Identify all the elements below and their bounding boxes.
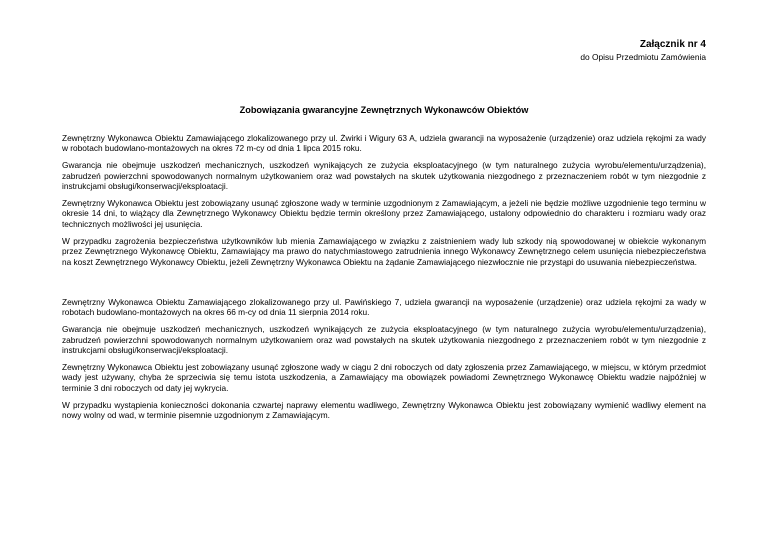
warranty-section-zwirki-i-wigury [62,133,706,267]
paragraph: Zewnętrzny Wykonawca Obiektu jest zobowiązany usunąć zgłoszone wady w ciągu 2 dni roboczych od daty zgłoszenia przez Zamawiającego, w miejscu, w którym przedmiot wady jest używany, chyba że sprzeciwia się temu istota uszkodzenia, a Zamawiający ma obowiązek powiadomi Zewnętrznego Wykonawcę Obiektu wadzie najpóźniej w terminie 3 dni roboczych od daty jej wykrycia. [62,362,706,393]
annex-subtitle: do Opisu Przedmiotu Zamówienia [580,52,706,62]
warranty-section-pawinskiego [62,297,706,421]
document-title: Zobowiązania gwarancyjne Zewnętrznych Wykonawców Obiektów [239,105,529,115]
paragraph: Zewnętrzny Wykonawca Obiektu Zamawiającego zlokalizowanego przy ul. Pawińskiego 7, udziela gwarancji na wyposażenie (urządzenie) oraz udziela rękojmi za wady w robotach budowlano-montażowych na okres 66 m-cy od dnia 11 sierpnia 2014 roku. [62,296,706,318]
paragraph: Gwarancja nie obejmuje uszkodzeń mechanicznych, uszkodzeń wynikających ze zużycia eksploatacyjnego (w tym naturalnego zużycia wyrobu/elementu/urządzenia), zabrudzeń powierzchni spowodowanych normalnym użytkowaniem oraz wad powstałych na skutek użytkowania niezgodnego z przeznaczeniem robót w tym niezgodnie z instrukcjami obsługi/konserwacji/eksploatacji. [62,160,706,192]
paragraph: W przypadku wystąpienia konieczności dokonania czwartej naprawy elementu wadliwego, Zewnętrzny Wykonawca Obiektu jest zobowiązany wymienić wadliwy element na nowy wolny od wad, w terminie pisemnie uzgodnionym z Zamawiającym. [62,399,706,421]
annex-title: Załącznik nr 4 [639,39,706,50]
paragraph: Zewnętrzny Wykonawca Obiektu Zamawiającego zlokalizowanego przy ul. Żwirki i Wigury 63 A, udziela gwarancji na wyposażenie (urządzenie) oraz udziela rękojmi za wady w robotach budowlano-montażowych na okres 72 m-cy od dnia 1 lipca 2015 roku. [62,133,706,154]
paragraph: W przypadku zagrożenia bezpieczeństwa użytkowników lub mienia Zamawiającego w związku z zaistnieniem wady lub szkody nią spowodowanej w obiekcie wykonanym przez Zewnętrznego Wykonawcę Obiektu, Zamawiający ma prawo do natychmiastowego zatrudnienia innego Wykonawcy Zewnętrznego celem usunięcia niebezpieczeństwa na koszt Zewnętrznego Wykonawcy Obiektu, jeżeli Zewnętrzny Wykonawca Obiektu na żądanie Zamawiającego niezwłocznie nie przystąpi do usuwania niebezpieczeństwa. [62,235,706,267]
annex-header [62,38,706,63]
document-page [62,38,706,427]
paragraph: Zewnętrzny Wykonawca Obiektu jest zobowiązany usunąć zgłoszone wady w terminie uzgodnionym z Zamawiającym, a jeżeli nie będzie możliwe uzgodnienie tego terminu w okresie 14 dni, to wiążący dla Zewnętrznego Wykonawcy Obiektu będzie termin określony przez Zamawiającego, ustalony odpowiednio do charakteru i rozmiaru wady oraz technicznych możliwości jej usunięcia. [62,198,706,229]
paragraph: Gwarancja nie obejmuje uszkodzeń mechanicznych, uszkodzeń wynikających ze zużycia eksploatacyjnego (w tym naturalnego zużycia wyrobu/elementu/urządzenia), zabrudzeń powierzchni spowodowanych normalnym użytkowaniem oraz wad powstałych na skutek użytkowania niezgodnego z przeznaczeniem robót w tym niezgodnie z instrukcjami obsługi/konserwacji/eksploatacji. [62,324,706,356]
